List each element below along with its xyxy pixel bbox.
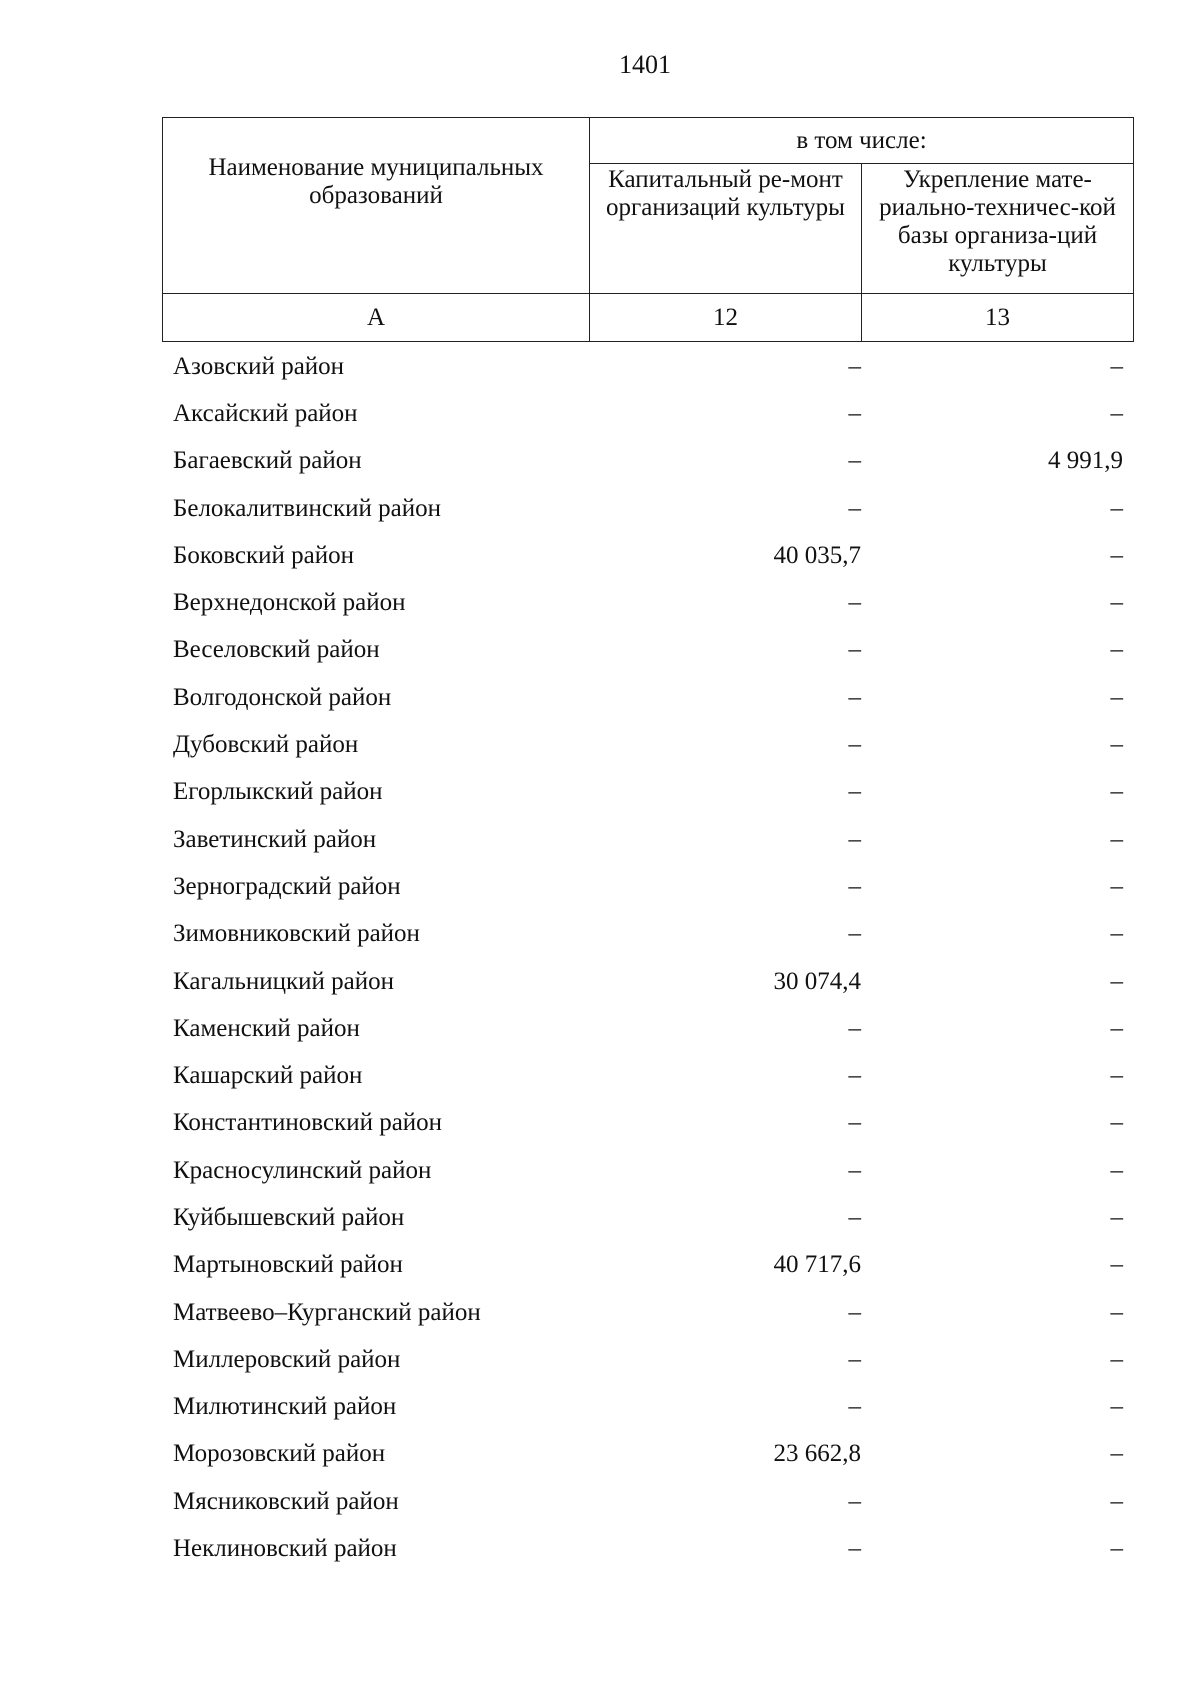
row-value-12: – xyxy=(848,1156,861,1184)
row-value-13: – xyxy=(1110,778,1123,806)
row-value-13: – xyxy=(1110,541,1123,569)
row-name: Егорлыкский район xyxy=(173,778,383,806)
row-value-13: – xyxy=(1110,731,1123,759)
row-name: Куйбышевский район xyxy=(173,1203,405,1231)
row-value-13: – xyxy=(1110,1156,1123,1184)
row-value-13: – xyxy=(1110,494,1123,522)
row-value-13: – xyxy=(1110,589,1123,617)
row-name: Неклиновский район xyxy=(173,1535,397,1563)
header-group-label: в том числе: xyxy=(590,118,1134,164)
row-value-12: – xyxy=(848,399,861,427)
table-body xyxy=(162,343,1133,1573)
table-header xyxy=(162,117,1134,342)
row-value-13: – xyxy=(1110,1487,1123,1515)
row-name: Мартыновский район xyxy=(173,1251,403,1279)
header-col-13-title: Укрепление мате-риально-техничес-кой базы организа-ций культуры xyxy=(862,164,1134,294)
row-name: Милютинский район xyxy=(173,1393,397,1421)
table-row xyxy=(162,1384,1133,1431)
row-name: Зимовниковский район xyxy=(173,920,420,948)
table-row xyxy=(162,769,1133,816)
row-value-13: – xyxy=(1110,872,1123,900)
row-value-12: – xyxy=(848,778,861,806)
row-value-12: 40 717,6 xyxy=(773,1251,861,1279)
row-value-13: – xyxy=(1110,825,1123,853)
row-value-13: – xyxy=(1110,1535,1123,1563)
table-row xyxy=(162,721,1133,768)
table-row xyxy=(162,1289,1133,1336)
row-value-12: 23 662,8 xyxy=(773,1440,861,1468)
row-value-13: – xyxy=(1110,1393,1123,1421)
row-value-12: – xyxy=(848,1203,861,1231)
row-value-12: – xyxy=(848,589,861,617)
header-col-num-13: 13 xyxy=(862,294,1134,342)
header-col-12-title: Капитальный ре-монт организаций культуры xyxy=(590,164,862,294)
row-name: Зерноградский район xyxy=(173,872,401,900)
table-row xyxy=(162,579,1133,626)
row-value-12: – xyxy=(848,1345,861,1373)
row-name: Багаевский район xyxy=(173,447,362,475)
row-value-12: – xyxy=(848,1109,861,1137)
row-value-12: – xyxy=(848,1298,861,1326)
row-name: Верхнедонской район xyxy=(173,589,406,617)
row-name: Мясниковский район xyxy=(173,1487,399,1515)
header-name-column: Наименование муниципальных образований xyxy=(163,118,590,294)
row-value-12: 40 035,7 xyxy=(773,541,861,569)
row-name: Заветинский район xyxy=(173,825,377,853)
row-name: Веселовский район xyxy=(173,636,380,664)
table-row xyxy=(162,863,1133,910)
table-row xyxy=(162,1194,1133,1241)
table-row xyxy=(162,816,1133,863)
row-value-12: – xyxy=(848,1393,861,1421)
table-row xyxy=(162,1147,1133,1194)
row-value-12: – xyxy=(848,494,861,522)
row-name: Каменский район xyxy=(173,1014,360,1042)
row-value-12: – xyxy=(848,447,861,475)
row-value-13: – xyxy=(1110,1062,1123,1090)
table-row xyxy=(162,1431,1133,1478)
row-value-13: – xyxy=(1110,399,1123,427)
row-name: Азовский район xyxy=(173,352,345,380)
table-row xyxy=(162,438,1133,485)
table-row xyxy=(162,1525,1133,1572)
table-row xyxy=(162,1005,1133,1052)
table-row xyxy=(162,674,1133,721)
row-value-12: – xyxy=(848,825,861,853)
header-col-num-12: 12 xyxy=(590,294,862,342)
row-value-12: – xyxy=(848,731,861,759)
row-value-13: – xyxy=(1110,1345,1123,1373)
row-value-12: – xyxy=(848,872,861,900)
row-value-12: – xyxy=(848,920,861,948)
row-name: Боковский район xyxy=(173,541,354,569)
row-value-13: – xyxy=(1110,1109,1123,1137)
table-row xyxy=(162,485,1133,532)
row-name: Матвеево–Курганский район xyxy=(173,1298,481,1326)
row-value-13: – xyxy=(1110,1251,1123,1279)
table-row xyxy=(162,1478,1133,1525)
row-value-13: – xyxy=(1110,1014,1123,1042)
table-row xyxy=(162,911,1133,958)
row-name: Волгодонской район xyxy=(173,683,392,711)
row-name: Белокалитвинский район xyxy=(173,494,441,522)
row-value-12: – xyxy=(848,683,861,711)
row-value-13: 4 991,9 xyxy=(1048,447,1123,475)
row-name: Миллеровский район xyxy=(173,1345,401,1373)
table-row xyxy=(162,958,1133,1005)
page-number: 1401 xyxy=(619,50,671,79)
row-value-13: – xyxy=(1110,967,1123,995)
table-row xyxy=(162,390,1133,437)
table-row xyxy=(162,1100,1133,1147)
row-name: Красносулинский район xyxy=(173,1156,432,1184)
row-value-12: – xyxy=(848,1487,861,1515)
table-row xyxy=(162,1242,1133,1289)
row-value-13: – xyxy=(1110,1440,1123,1468)
header-col-a: А xyxy=(163,294,590,342)
row-value-12: – xyxy=(848,352,861,380)
table-row xyxy=(162,627,1133,674)
row-value-12: – xyxy=(848,1014,861,1042)
table-row xyxy=(162,1336,1133,1383)
row-value-12: – xyxy=(848,1535,861,1563)
row-value-12: 30 074,4 xyxy=(773,967,861,995)
row-name: Аксайский район xyxy=(173,399,358,427)
row-value-13: – xyxy=(1110,920,1123,948)
row-value-12: – xyxy=(848,636,861,664)
row-name: Кагальницкий район xyxy=(173,967,395,995)
table-row xyxy=(162,343,1133,390)
row-value-13: – xyxy=(1110,1298,1123,1326)
row-value-13: – xyxy=(1110,352,1123,380)
row-value-12: – xyxy=(848,1062,861,1090)
row-name: Кашарский район xyxy=(173,1062,363,1090)
row-name: Морозовский район xyxy=(173,1440,386,1468)
row-value-13: – xyxy=(1110,636,1123,664)
row-name: Константиновский район xyxy=(173,1109,443,1137)
row-value-13: – xyxy=(1110,683,1123,711)
row-value-13: – xyxy=(1110,1203,1123,1231)
row-name: Дубовский район xyxy=(173,731,359,759)
table-row xyxy=(162,1052,1133,1099)
table-row xyxy=(162,532,1133,579)
